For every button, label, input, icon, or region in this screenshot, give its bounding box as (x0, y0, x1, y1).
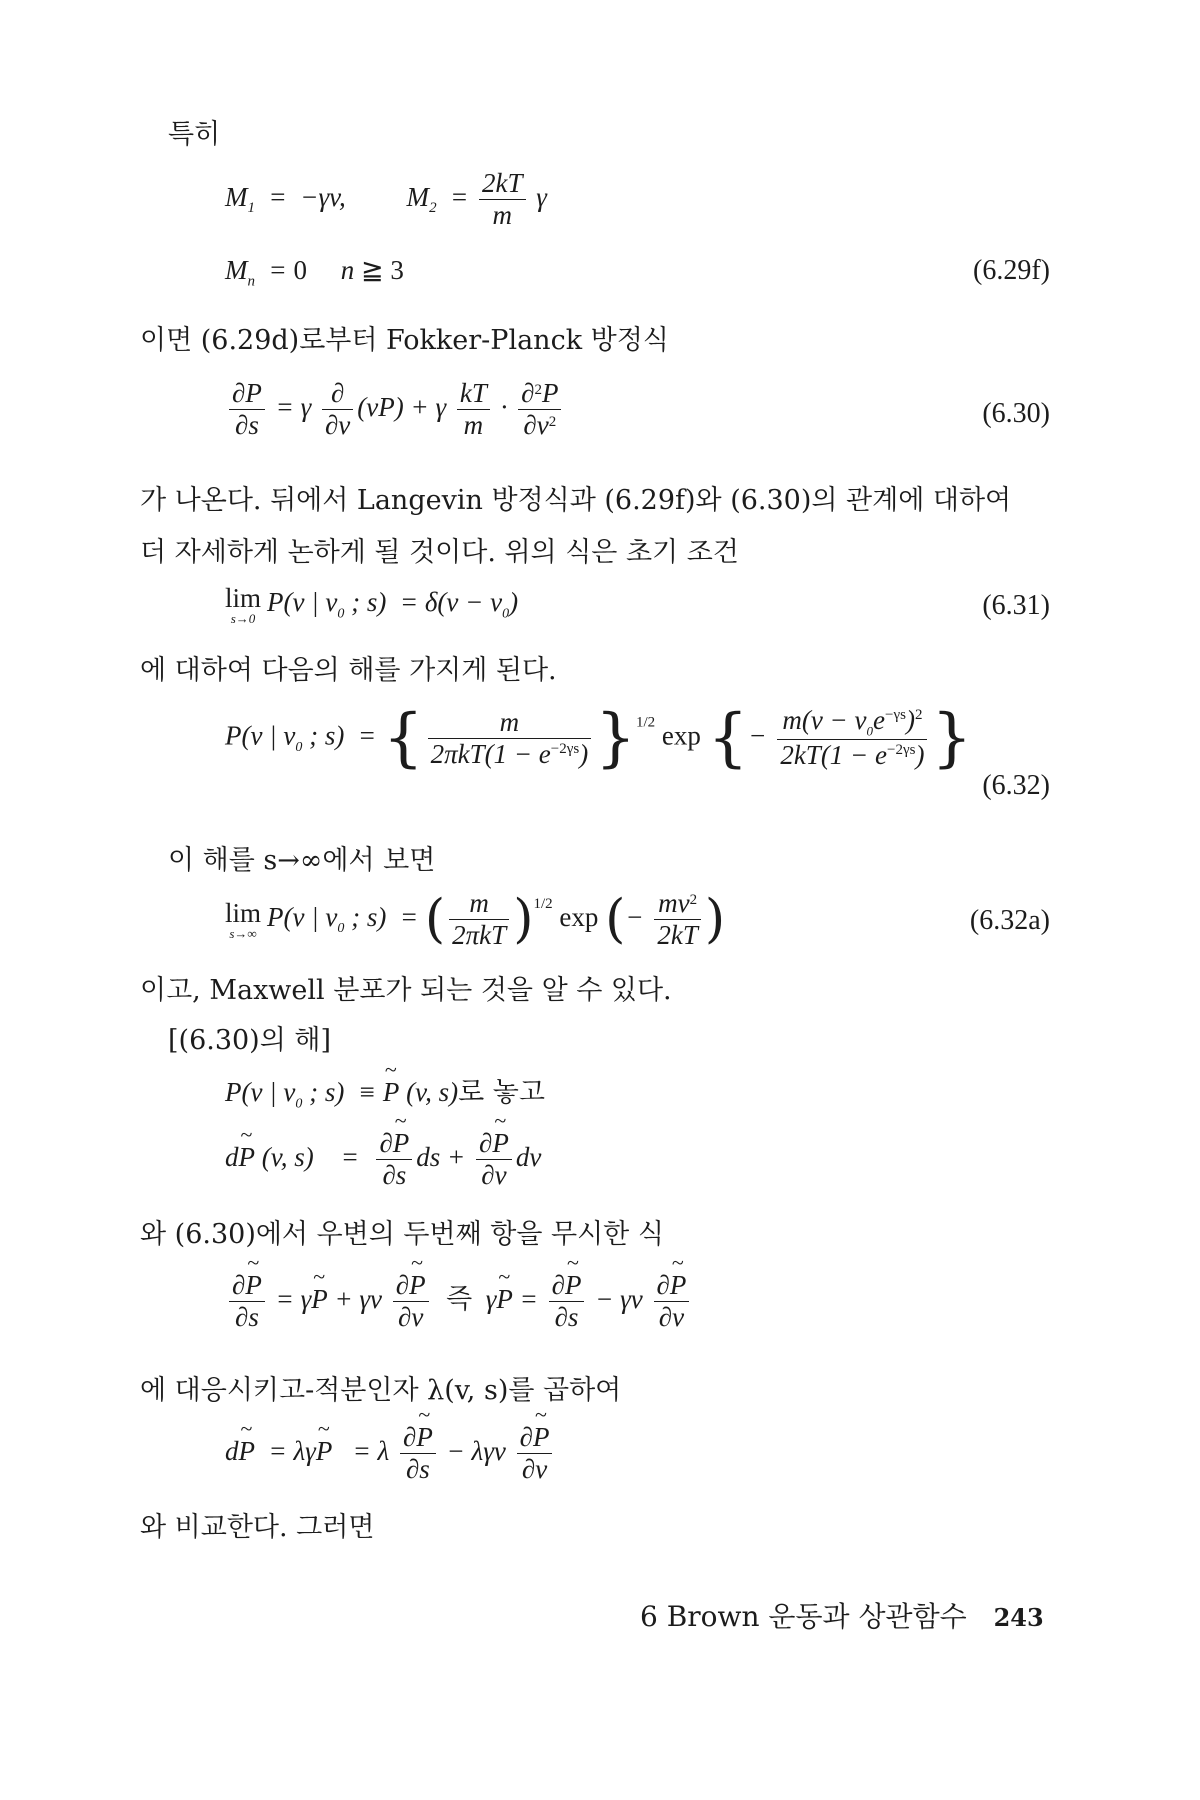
text-line: 와 비교한다. 그러면 (140, 1512, 375, 1543)
equation-number: (6.32a) (969, 905, 1050, 936)
text-fragment: 로 놓고 (458, 1077, 545, 1108)
equation-number: (6.32) (982, 770, 1050, 801)
equation-number: (6.30) (982, 398, 1050, 429)
text-line: 에 대하여 다음의 해를 가지게 된다. (140, 655, 557, 686)
equation-fokker-planck: $\frac{\partial P}{\partial s}$ = γ $\frac{\partial}{\partial v}$ (vP) + γ $\frac{kT}{m}$ · $\frac{\partial^2P}{\partial v^2}$ (225, 378, 565, 441)
text-line: 특히 (168, 119, 221, 150)
equation-moments: $M_1 = -\gamma v$, $M_2$ = $\frac{2kT}{m}$ γ (225, 168, 547, 231)
text-fragment: 즉 (446, 1283, 473, 1315)
section-heading: [(6.30)의 해] (168, 1025, 331, 1056)
equation-higher-moments: $M_n = 0$ n ≧ 3 (225, 255, 404, 290)
equation-p-definition: P(v | $v_0$ ; s) ≡ ~ P (v, s)로 놓고 (225, 1070, 545, 1112)
page-number: 243 (993, 1603, 1044, 1632)
equation-initial-condition: lim s→0 P(v | $v_0$ ; $s) = \delta(v - v_0)$ (225, 583, 519, 626)
chapter-title: 6 Brown 운동과 상관함수 (640, 1600, 967, 1633)
equation-reduced: $\frac{\partial\sim P}{\partial s}$ = γ~ P + γv $\frac{\partial\sim P}{\partial v}$ 즉 γ~ P = $\frac{\partial\sim P}{\partial s}$ − γv $\frac{\partial\sim P}{\partial v}$ (225, 1270, 693, 1333)
text-line: 이면 (6.29d)로부터 Fokker-Planck 방정식 (140, 325, 669, 356)
equation-solution: P(v | $v_0$ ; s) = { $\frac{m}{2\pi kT(1 - e^{-2\gamma s})}$ }$^{1/2}$ exp {− $\frac{m(v - v_0e^{-\gamma s})^2}{2kT(1 - e^{-2\gamma s})}$ } (225, 701, 973, 776)
text-line: 에 대응시키고-적분인자 λ(v, s)를 곱하여 (140, 1375, 622, 1406)
equation-total-differential: d~ P (v, s) = $\frac{\partial\sim P}{\partial s}$ ds + $\frac{\partial\sim P}{\partial v}$ dv (225, 1128, 541, 1191)
equation-integrating-factor: d~ P = λγ~ P = λ $\frac{\partial\sim P}{\partial s}$ − λγv $\frac{\partial\sim P}{\partial v}$ (225, 1422, 556, 1485)
page-footer (640, 1595, 1044, 1635)
text-line: 이고, Maxwell 분포가 되는 것을 알 수 있다. (140, 975, 672, 1006)
text-line: 이 해를 s→∞에서 보면 (168, 845, 436, 876)
equation-maxwell-limit: lim s→∞ P(v | $v_0$ ; s) = ( $\frac{m}{\text{2πkT}}$ )$^{1/2}$ exp (− $\frac{mv^2}{2kT}$ ) (225, 888, 726, 951)
equation-number: (6.31) (982, 590, 1050, 621)
text-line: 가 나온다. 뒤에서 Langevin 방정식과 (6.29f)와 (6.30)의 관계에 대하여 (140, 485, 1012, 516)
text-line: 더 자세하게 논하게 될 것이다. 위의 식은 초기 조건 (140, 537, 739, 568)
text-line: 와 (6.30)에서 우변의 두번째 항을 무시한 식 (140, 1219, 664, 1250)
equation-number: (6.29f) (973, 255, 1050, 286)
